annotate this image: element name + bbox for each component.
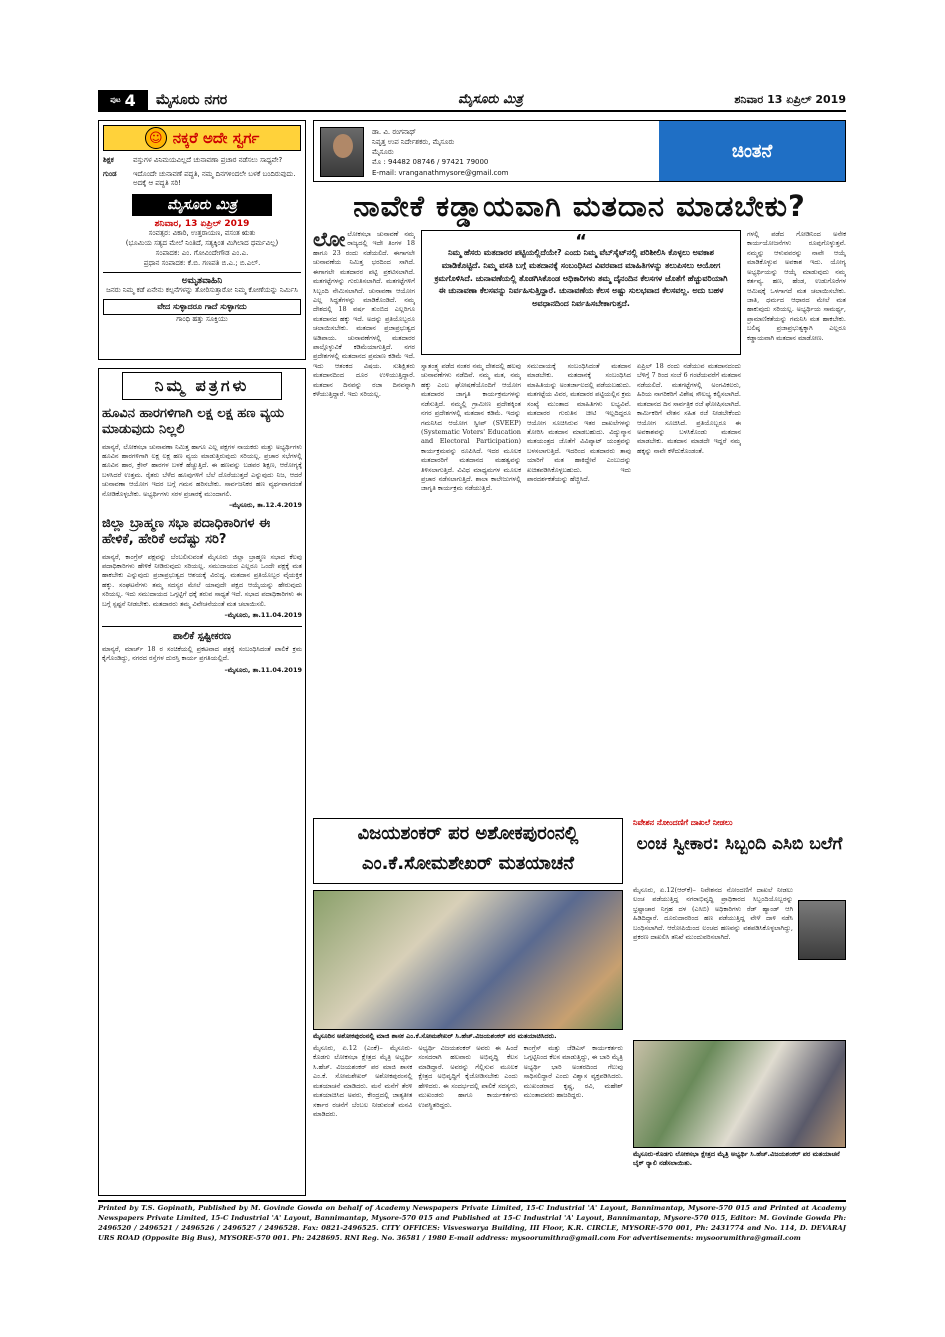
nakkare-box (98, 120, 306, 360)
proverb-sub: ಗಾಂಧಿ ಹತ್ತು ಸೂಕ್ತಿಯು (176, 315, 228, 324)
laughing-face-icon: ☺ (145, 127, 167, 149)
story2-body (313, 1044, 623, 1198)
page-number: 4 (124, 90, 136, 110)
letter-headline: ಪಾಲಿಕೆ ಸ್ಪಷ್ಟೀಕರಣ (102, 626, 302, 642)
main-article (313, 230, 846, 810)
main-headline: ನಾವೇಕೆ ಕಡ್ಡಾಯವಾಗಿ ಮತದಾನ ಮಾಡಬೇಕು? (353, 188, 806, 223)
imprint-footer: Printed by T.S. Gopinath, Published by M. Govinde Gowda on behalf of Academy Newspapers Private Limited, 15-C Industrial 'A' Layout, Bannimantap, Mysore-570 015 and Printed at Academy Newspapers Private Limited, 15-C Industrial 'A' Layout, Bannimantap, Mysore-570 015 and Published at 15-C Industrial 'A' Layout, Bannimantap, Mysore-570 015, Editor: M. Govinde Gowda Ph: 2496520 / 2496521 / 2496526 / 2496527 / 2496528. Fax: 0821-2496525. CITY OFFICES: Visveswarya Building, III Floor, K.R. CIRCLE, MYSORE-570 001, Ph: 2431774 and No. 114, D. DEVARAJ URS ROAD (Opposite Big Bus), MYSORE-570 001. Ph: 2428695. RNI Reg. No. 36581 / 1980 E-mail address: mysoorumithra@gmail.com For advertisements: mysoorumithra@gmail.com (98, 1200, 846, 1248)
letters-section (98, 368, 306, 1196)
letter-signature: –ಮೈಸೂರು, ತಾ.11.04.2019 (224, 665, 302, 674)
letter-body: ಮಾನ್ಯರೆ, ಮಾರ್ಚ್ 18 ರ ಸಂಚಿಕೆಯಲ್ಲಿ ಪ್ರಕಟವಾದ ಪತ್ರಕ್ಕೆ ಸಂಬಂಧಿಸಿದಂತೆ ಪಾಲಿಕೆ ಕ್ರಮ ಕೈಗೊಂಡಿದ್ದು, ನಗರದ ರಸ್ತೆಗಳ ದುರಸ್ತಿ ಕಾರ್ಯ ಪ್ರಗತಿಯಲ್ಲಿದೆ. (102, 645, 302, 663)
author-info (372, 127, 508, 178)
quote-mark-icon: “ (575, 231, 587, 252)
dropcap: ಲೋ (313, 230, 346, 251)
story2-column: ಕಾಂಗ್ರೆಸ್ ಮತ್ತು ಜೆಡಿಎಸ್ ಕಾರ್ಯಕರ್ತರು ಒಗ್ಗಟ್ಟಿನಿಂದ ಕೆಲಸ ಮಾಡುತ್ತಿದ್ದು, ಈ ಬಾರಿ ಮೈತ್ರಿ ಅಭ್ಯರ್ಥಿ ಭಾರಿ ಅಂತರದಿಂದ ಗೆಲುವು ಸಾಧಿಸಲಿದ್ದಾರೆ ಎಂದು ವಿಶ್ವಾಸ ವ್ಯಕ್ತಪಡಿಸಿದರು. ಮುಖಂಡರಾದ ಕೃಷ್ಣ, ರವಿ, ಮಹೇಶ್ ಮುಂತಾದವರು ಹಾಜರಿದ್ದರು. (523, 1044, 623, 1100)
page-number-badge (98, 90, 148, 110)
rally-photo (633, 1040, 846, 1148)
letter-headline: ಜಿಲ್ಲಾ ಬ್ರಾಹ್ಮಣ ಸಭಾ ಪದಾಧಿಕಾರಿಗಳ ಈ ಹೇಳಿಕೆ, ಹೇರಿಕೆ ಅದೆಷ್ಟು ಸರಿ? (102, 516, 271, 548)
masthead-line: ಸಂವತ್ಸರ: ವಿಕಾರಿ, ಉತ್ತರಾಯಣ, ವಸಂತ ಋತು (148, 229, 256, 238)
masthead-box: ಮೈಸೂರು ಮಿತ್ರ (132, 194, 272, 216)
joke-line (103, 170, 301, 188)
nakkare-title-text: ನಕ್ಕರೆ ಅದೇ ಸ್ವರ್ಗ (172, 129, 260, 147)
chief-editor-line: ಪ್ರಧಾನ ಸಂಪಾದಕ: ಕೆ.ಬಿ. ಗಣಪತಿ ಬಿ.ಎ.; ಬಿ.ಎಲ್. (143, 258, 261, 267)
amrita-title: ಅಮೃತವಾಹಿನಿ (103, 272, 301, 286)
story2-column: ಮೈಸೂರು, ಏ.12 (ಎಂಕೆ)– ಮೈಸೂರು-ಕೊಡಗು ಲೋಕಸಭಾ ಕ್ಷೇತ್ರದ ಮೈತ್ರಿ ಅಭ್ಯರ್ಥಿ ಸಿ.ಹೆಚ್. ವಿಜಯಶಂಕರ್ ಪರ ಮಾಜಿ ಶಾಸಕ ಎಂ.ಕೆ. ಸೋಮಶೇಖರ್ ಅಶೋಕಪುರಂನಲ್ಲಿ ಮತಯಾಚನೆ ಮಾಡಿದರು. ಮನೆ ಮನೆಗೆ ತೆರಳಿ ಮತಯಾಚಿಸಿದ ಅವರು, ಕೇಂದ್ರದಲ್ಲಿ ಜಾತ್ಯತೀತ ಸರ್ಕಾರ ರಚನೆಗೆ ಬೆಂಬಲ ನೀಡುವಂತೆ ಮನವಿ ಮಾಡಿದರು. (313, 1044, 413, 1118)
letter-body: ಮಾನ್ಯರೆ, ಕಾಂಗ್ರೆಸ್ ಪಕ್ಷವನ್ನು ಬೆಂಬಲಿಸುವಂತೆ ಮೈಸೂರು ಜಿಲ್ಲಾ ಬ್ರಾಹ್ಮಣ ಸಭಾದ ಕೆಲವು ಪದಾಧಿಕಾರಿಗಳು ಹೇಳಿಕೆ ನೀಡಿರುವುದು ಸರಿಯಲ್ಲ. ಸಮುದಾಯದ ಎಲ್ಲರೂ ಒಂದೇ ಪಕ್ಷಕ್ಕೆ ಮತ ಹಾಕಬೇಕು ಎನ್ನುವುದು ಪ್ರಜಾಪ್ರಭುತ್ವದ ಆಶಯಕ್ಕೆ ವಿರುದ್ಧ. ಮತದಾನ ಪ್ರತಿಯೊಬ್ಬರ ವೈಯಕ್ತಿಕ ಹಕ್ಕು. ಸಂಘಟನೆಗಳು ತಮ್ಮ ಸದಸ್ಯರ ಮೇಲೆ ಯಾವುದೇ ಪಕ್ಷದ ಆಯ್ಕೆಯನ್ನು ಹೇರುವುದು ಸರಿಯಲ್ಲ. ಇದು ಸಮುದಾಯದ ಒಗ್ಗಟ್ಟಿಗೆ ಧಕ್ಕೆ ತರುವ ಸಾಧ್ಯತೆ ಇದೆ. ಸಭಾದ ಪದಾಧಿಕಾರಿಗಳು ಈ ಬಗ್ಗೆ ಸ್ಪಷ್ಟನೆ ನೀಡಬೇಕು. ಮತದಾರರು ತಮ್ಮ ವಿವೇಚನೆಯಂತೆ ಮತ ಚಲಾಯಿಸಲಿ. (102, 552, 302, 608)
letter-headline: ಹೂವಿನ ಹಾರಗಳಿಗಾಗಿ ಲಕ್ಷ ಲಕ್ಷ ಹಣ ವ್ಯಯ ಮಾಡುವುದು ನಿಲ್ಲಲಿ (102, 406, 285, 438)
author-designation: ನಿವೃತ್ತ ಉಪ ನಿರ್ದೇಶಕರು, ಮೈಸೂರು (372, 138, 455, 147)
page-label: ಪುಟ (110, 95, 121, 104)
joke-speaker: ಗುಂಡ (103, 170, 117, 179)
letter-signature: –ಮೈಸೂರು, ತಾ.11.04.2019 (224, 611, 302, 620)
column-label: ಚಿಂತನೆ (659, 121, 845, 181)
article-column: ಏಪ್ರಿಲ್ 18 ರಂದು ನಡೆಯುವ ಮತದಾನದಂದು ಬೆಳಿಗ್ಗೆ 7 ರಿಂದ ಸಂಜೆ 6 ಗಂಟೆಯವರೆಗೆ ಮತದಾನ ನಡೆಯಲಿದೆ. ಮತಗಟ್ಟೆಗಳಲ್ಲಿ ಅಂಗವಿಕಲರು, ಹಿರಿಯ ನಾಗರಿಕರಿಗೆ ವಿಶೇಷ ಸೌಲಭ್ಯ ಕಲ್ಪಿಸಲಾಗಿದೆ. ಮತದಾನದ ದಿನ ಸಾರ್ವತ್ರಿಕ ರಜೆ ಘೋಷಿಸಲಾಗಿದೆ. ಕಾರ್ಮಿಕರಿಗೆ ವೇತನ ಸಹಿತ ರಜೆ ನೀಡಬೇಕೆಂದು ಆಯೋಗ ಸೂಚಿಸಿದೆ. ಪ್ರತಿಯೊಬ್ಬರೂ ಈ ಅವಕಾಶವನ್ನು ಬಳಸಿಕೊಂಡು ಮತದಾನ ಮಾಡಬೇಕು. ಮತದಾನ ಮಾಡದೇ ಇದ್ದರೆ ನಮ್ಮ ಹಕ್ಕನ್ನು ನಾವೇ ಕಳೆದುಕೊಂಡಂತೆ. (637, 362, 741, 455)
campaign-photo (313, 890, 623, 1030)
pull-quote-text: ನಿಮ್ಮ ಹೆಸರು ಮತದಾರರ ಪಟ್ಟಿಯಲ್ಲಿದೆಯೇ? ಎಂದು ನಿಮ್ಮ ವೆಬ್‌ಸೈಟ್‌ನಲ್ಲಿ ಪರಿಶೀಲಿಸಿ ಕೊಳ್ಳಲು ಅವಕಾಶ ಮಾಡಿಕೊಟ್ಟಿದೆ. ನಿಮ್ಮ ವಸತಿ ಬಗ್ಗೆ ಮತದಾನಕ್ಕೆ ಸಂಬಂಧಿಸಿದ ವಿವರವಾದ ಮಾಹಿತಿಗಳನ್ನು ತಲುಪಿಸಲು ಆಯೋಗ ಕ್ರಮಗೊಳಿಸಿದೆ. ಚುನಾವಣೆಯಲ್ಲಿ ತೊಡಗಿಸಿಕೊಂಡ ಅಧಿಕಾರಿಗಳು ತಮ್ಮ ದೈನಂದಿನ ಕೆಲಸಗಳ ಜೊತೆಗೆ ಹೆಚ್ಚುವರಿಯಾಗಿ ಈ ಚುನಾವಣಾ ಕೆಲಸವನ್ನು ನಿರ್ವಹಿಸುತ್ತಿದ್ದಾರೆ. ಚುನಾವಣೆಯ ಕೆಲಸ ಅಷ್ಟು ಸುಲಭವಾದ ಕೆಲಸವಲ್ಲ. ಅದು ಬಹಳ ಅವಧಾನದಿಂದ ನಿರ್ವಹಿಸಬೇಕಾಗುತ್ತದೆ. (434, 248, 728, 309)
masthead-date: ಶನಿವಾರ, 13 ಏಪ್ರಿಲ್ 2019 (154, 219, 250, 230)
left-column (98, 120, 306, 1196)
masthead-line: (ಭೂಮಿಯ ಸತ್ಯದ ಮೇಲೆ ನಿಂತಿದೆ, ಸತ್ಯಕ್ಕಿಂತ ಮಿಗಿಲಾದ ಧರ್ಮವಿಲ್ಲ) (125, 239, 279, 248)
rally-photo-caption: ಮೈಸೂರು-ಕೊಡಗು ಲೋಕಸಭಾ ಕ್ಷೇತ್ರದ ಮೈತ್ರಿ ಅಭ್ಯರ್ಥಿ ಸಿ.ಹೆಚ್.ವಿಜಯಶಂಕರ್ ಪರ ಮತಯಾಚನೆ ಬೈಕ್ ರ‍್ಯಾಲಿ ನಡೆಸಲಾಯಿತು. (633, 1150, 840, 1167)
page-header (98, 90, 846, 112)
author-box (313, 120, 846, 182)
letter-signature: –ಮೈಸೂರು, ತಾ.12.4.2019 (228, 501, 302, 510)
author-phone: ಮೊ : 94482 08746 / 97421 79000 (372, 158, 489, 167)
newspaper-page (98, 90, 846, 1250)
joke-text: ವಸ್ತುಗಳ ವಿನಿಮಯವಿಲ್ಲದೆ ಚುನಾವಣಾ ಪ್ರಚಾರ ನಡೆಸಲು ಸಾಧ್ಯವೇ? (133, 156, 283, 164)
letters-section-title: ನಿಮ್ಮ ಪತ್ರಗಳು (122, 372, 282, 400)
story3-body: ಮೈಸೂರು, ಏ.12(ಆರ್‌ಕೆ)– ನಿವೇಶನದ ನೋಂದಣಿಗೆ ದಾಖಲೆ ನೀಡಲು ಲಂಚ ಪಡೆಯುತ್ತಿದ್ದ ನಗರಾಭಿವೃದ್ಧಿ ಪ್ರಾಧಿಕಾರದ ಸಿಬ್ಬಂದಿಯೊಬ್ಬರನ್ನು ಭ್ರಷ್ಟಾಚಾರ ನಿಗ್ರಹ ದಳ (ಎಸಿಬಿ) ಅಧಿಕಾರಿಗಳು ರೆಡ್ ಹ್ಯಾಂಡ್ ಆಗಿ ಹಿಡಿದಿದ್ದಾರೆ. ದೂರುದಾರರಿಂದ ಹಣ ಪಡೆಯುತ್ತಿದ್ದ ವೇಳೆ ದಾಳಿ ನಡೆಸಿ ಬಂಧಿಸಲಾಗಿದೆ. ಆರೋಪಿಯಿಂದ ಲಂಚದ ಹಣವನ್ನು ವಶಪಡಿಸಿಕೊಳ್ಳಲಾಗಿದ್ದು, ಪ್ರಕರಣ ದಾಖಲಿಸಿ ತನಿಖೆ ಮುಂದುವರಿಸಲಾಗಿದೆ. (633, 886, 793, 942)
masthead-logo: ಮೈಸೂರು ಮಿತ್ರ (458, 92, 523, 107)
amrita-text: ಜನರು ನಿಮ್ಮ ಕಡೆ ಏನೇನು ಕಲ್ಪನೆಗಳನ್ನು ತೋರಿಸುತ್ತಾರೋ ನಿಮ್ಮ ಕೋಣೆಯನ್ನು ನಿರ್ಮಿಸಿ (106, 286, 298, 295)
author-city: ಮೈಸೂರು (372, 148, 394, 157)
letter-body: ಮಾನ್ಯರೆ, ಲೋಕಸಭಾ ಚುನಾವಣಾ ನಿಮಿತ್ತ ಹಾಗೂ ಎಲ್ಲ ಪಕ್ಷಗಳ ನಾಯಕರು ಮತ್ತು ಅಭ್ಯರ್ಥಿಗಳು ಹೂವಿನ ಹಾರಗಳಿಗಾಗಿ ಲಕ್ಷ ಲಕ್ಷ ಹಣ ವ್ಯಯ ಮಾಡುತ್ತಿರುವುದು ಸರಿಯಲ್ಲ. ಪ್ರಚಾರ ಸಭೆಗಳಲ್ಲಿ ಹೂವಿನ ಹಾರ, ಕ್ರೇನ್ ಹಾರಗಳ ಬಳಕೆ ಹೆಚ್ಚುತ್ತಿದೆ. ಈ ಹಣವನ್ನು ಬಡವರ ಶಿಕ್ಷಣ, ಆರೋಗ್ಯಕ್ಕೆ ಬಳಸಿದರೆ ಉತ್ತಮ. ರೈತರು ಬೆಳೆದ ಹೂವುಗಳಿಗೆ ಬೆಲೆ ದೊರೆಯುತ್ತದೆ ಎನ್ನುವುದು ನಿಜ, ಆದರೆ ಚುನಾವಣಾ ಆಯೋಗ ಇದರ ಬಗ್ಗೆ ಗಮನ ಹರಿಸಬೇಕು. ಸಾರ್ವಜನಿಕರ ಹಣ ವ್ಯರ್ಥವಾಗದಂತೆ ನೋಡಿಕೊಳ್ಳಬೇಕು. ಅಭ್ಯರ್ಥಿಗಳು ಸರಳ ಪ್ರಚಾರಕ್ಕೆ ಮುಂದಾಗಲಿ. (102, 442, 302, 498)
pull-quote (421, 230, 741, 355)
author-photo (320, 127, 364, 177)
proverb-box: ವೇದ ಸುಳ್ಳಾದರೂ ಗಾದೆ ಸುಳ್ಳಾಗದು (103, 299, 301, 315)
author-name: ಡಾ. ವಿ. ರಂಗನಾಥ್ (372, 128, 417, 136)
photo-caption: ಮೈಸೂರಿನ ಅಶೋಕಪುರಂನಲ್ಲಿ ಮಾಜಿ ಶಾಸಕ ಎಂ.ಕೆ.ಸೋಮಶೇಖರ್ ಸಿ.ಹೆಚ್.ವಿಜಯಶಂಕರ್ ಪರ ಮತಯಾಚಿಸಿದರು. (313, 1032, 557, 1040)
joke-text: ಇದೊಂದೇ ಚುನಾವಣೆ ಪದ್ಧತಿ, ನಮ್ಮ ದಿನಗಳಿಂದಲೇ ಬಳಕೆ ಬಂದಿರುವುದು. ಅದಕ್ಕೆ ಆ ಪದ್ಧತಿ ಸರಿ! (133, 170, 296, 188)
article-column (313, 230, 415, 810)
story3-kicker: ನಿವೇಶನ ನೋಂದಣಿಗೆ ದಾಖಲೆ ನೀಡಲು (633, 818, 733, 827)
article-text: ಲೋಕಸಭಾ ಚುನಾವಣೆ ನಮ್ಮ ರಾಜ್ಯದಲ್ಲಿ ಇದೇ ತಿಂಗಳ 18 ಹಾಗೂ 23 ರಂದು ನಡೆಯಲಿದೆ. ಈಗಾಗಲೇ ಚುನಾವಣೆಯ ನಿಮಿತ್ತ ಭರದಿಂದ ಸಾಗಿದೆ. ಈಗಾಗಲೇ ಮತದಾರರ ಪಟ್ಟಿ ಪ್ರಕಟಿಸಲಾಗಿದೆ. ಮತಗಟ್ಟೆಗಳನ್ನು ಗುರುತಿಸಲಾಗಿದೆ. ಮತಗಟ್ಟೆಗಳಿಗೆ ಸಿಬ್ಬಂದಿ ನೇಮಿಸಲಾಗಿದೆ. ಚುನಾವಣಾ ಆಯೋಗ ಎಲ್ಲ ಸಿದ್ಧತೆಗಳನ್ನು ಮಾಡಿಕೊಂಡಿದೆ. ನಮ್ಮ ದೇಶದಲ್ಲಿ 18 ವರ್ಷ ತುಂಬಿದ ಎಲ್ಲರಿಗೂ ಮತದಾನದ ಹಕ್ಕು ಇದೆ. ಅದನ್ನು ಪ್ರತಿಯೊಬ್ಬರೂ ಚಲಾಯಿಸಬೇಕು. ಮತದಾನ ಪ್ರಜಾಪ್ರಭುತ್ವದ ಅಡಿಪಾಯ. ಚುನಾವಣೆಗಳಲ್ಲಿ ಮತದಾರರ ಪಾಲ್ಗೊಳ್ಳುವಿಕೆ ಕಡಿಮೆಯಾಗುತ್ತಿದೆ. ನಗರ ಪ್ರದೇಶಗಳಲ್ಲಿ ಮತದಾನದ ಪ್ರಮಾಣ ಕಡಿಮೆ ಇದೆ. ಇದು ಆತಂಕದ ವಿಷಯ. ಸುಶಿಕ್ಷಿತರು ಮತದಾನದಿಂದ ದೂರ ಉಳಿಯುತ್ತಿದ್ದಾರೆ. ಮತದಾನ ದಿನವನ್ನು ರಜಾ ದಿನವನ್ನಾಗಿ ಕಳೆಯುತ್ತಿದ್ದಾರೆ. ಇದು ಸರಿಯಲ್ಲ. (313, 230, 415, 399)
story2-column: ಅಭ್ಯರ್ಥಿ ವಿಜಯಶಂಕರ್ ಅವರು ಈ ಹಿಂದೆ ಸಂಸದರಾಗಿ ಹಲವಾರು ಅಭಿವೃದ್ಧಿ ಕೆಲಸ ಮಾಡಿದ್ದಾರೆ. ಅವರನ್ನು ಗೆಲ್ಲಿಸುವ ಮೂಲಕ ಕ್ಷೇತ್ರದ ಅಭಿವೃದ್ಧಿಗೆ ಕೈಜೋಡಿಸಬೇಕು ಎಂದು ಹೇಳಿದರು. ಈ ಸಂದರ್ಭದಲ್ಲಿ ಪಾಲಿಕೆ ಸದಸ್ಯರು, ಮುಖಂಡರು ಹಾಗೂ ಕಾರ್ಯಕರ್ತರು ಉಪಸ್ಥಿತರಿದ್ದರು. (418, 1044, 518, 1109)
editor-line: ಸಂಪಾದಕ: ಎಂ. ಗೋವಿಂದೇಗೌಡ ಎಂ.ಎ. (155, 248, 249, 257)
article-column: ಸಮುದಾಯಕ್ಕೆ ಸಂಬಂಧಿಸಿದಂತೆ ಮತದಾನ ಮಾಡಬೇಕು. ಮತದಾನಕ್ಕೆ ಸಂಬಂಧಿಸಿದ ಮಾಹಿತಿಯನ್ನು ಅಂತರ್ಜಾಲದಲ್ಲಿ ಪಡೆಯಬಹುದು. ಮತಗಟ್ಟೆಯ ವಿವರ, ಮತದಾರರ ಪಟ್ಟಿಯಲ್ಲಿನ ಕ್ರಮ ಸಂಖ್ಯೆ ಮುಂತಾದ ಮಾಹಿತಿಗಳು ಲಭ್ಯವಿವೆ. ಮತದಾರರ ಗುರುತಿನ ಚೀಟಿ ಇಲ್ಲದಿದ್ದರೂ ಆಯೋಗ ಸೂಚಿಸಿರುವ ಇತರ ದಾಖಲೆಗಳನ್ನು ತೋರಿಸಿ ಮತದಾನ ಮಾಡಬಹುದು. ವಿದ್ಯುನ್ಮಾನ ಮತಯಂತ್ರದ ಜೊತೆಗೆ ವಿವಿಪ್ಯಾಟ್ ಯಂತ್ರವನ್ನು ಬಳಸಲಾಗುತ್ತಿದೆ. ಇದರಿಂದ ಮತದಾರರು ತಾವು ಯಾರಿಗೆ ಮತ ಹಾಕಿದ್ದೇವೆ ಎಂಬುದನ್ನು ಖಚಿತಪಡಿಸಿಕೊಳ್ಳಬಹುದು. ಇದು ಪಾರದರ್ಶಕತೆಯನ್ನು ಹೆಚ್ಚಿಸಿದೆ. (527, 362, 631, 484)
author-email: E-mail: vranganathmysore@gmail.com (372, 168, 509, 177)
accused-photo (798, 900, 846, 960)
joke-line (103, 156, 301, 165)
section-title: ಮೈಸೂರು ನಗರ (156, 92, 228, 108)
story3-headline: ಲಂಚ ಸ್ವೀಕಾರ: ಸಿಬ್ಬಂದಿ ಎಸಿಬಿ ಬಲೆಗೆ (636, 834, 843, 854)
article-column: ಸ್ವಾತಂತ್ರ್ಯ ಪಡೆದ ನಂತರ ನಮ್ಮ ದೇಶದಲ್ಲಿ ಹಲವು ಚುನಾವಣೆಗಳು ನಡೆದಿವೆ. ನಮ್ಮ ಮತ, ನಮ್ಮ ಹಕ್ಕು ಎಂಬ ಘೋಷಣೆಯೊಂದಿಗೆ ಆಯೋಗ ಮತದಾರರ ಜಾಗೃತಿ ಕಾರ್ಯಕ್ರಮಗಳನ್ನು ನಡೆಸುತ್ತಿದೆ. ನಮ್ಮಲ್ಲಿ ಗ್ರಾಮೀಣ ಪ್ರದೇಶಕ್ಕಿಂತ ನಗರ ಪ್ರದೇಶಗಳಲ್ಲಿ ಮತದಾನ ಕಡಿಮೆ. ಇದನ್ನು ಗಮನಿಸಿದ ಆಯೋಗ ಸ್ವೀಪ್ (SVEEP) (Systematic Voters' Education and Electoral Participation) ಕಾರ್ಯಕ್ರಮವನ್ನು ರೂಪಿಸಿದೆ. ಇದರ ಮೂಲಕ ಮತದಾರರಿಗೆ ಮತದಾನದ ಮಹತ್ವವನ್ನು ತಿಳಿಸಲಾಗುತ್ತಿದೆ. ವಿವಿಧ ಮಾಧ್ಯಮಗಳ ಮೂಲಕ ಪ್ರಚಾರ ನಡೆಸಲಾಗುತ್ತಿದೆ. ಶಾಲಾ ಕಾಲೇಜುಗಳಲ್ಲಿ ಜಾಗೃತಿ ಕಾರ್ಯಕ್ರಮ ನಡೆಯುತ್ತಿದೆ. (421, 362, 521, 493)
nakkare-title (103, 125, 301, 151)
article-column: ಗಳಲ್ಲಿ ಪಡೆದ ಗೋಡಿನಿಂದ ಅನೇಕ ಕಾರ್ಯಯೋಜನೆಗಳು ರೂಪುಗೊಳ್ಳುತ್ತವೆ. ನಮ್ಮನ್ನು ಆಳುವವರನ್ನು ನಾವೇ ಆಯ್ಕೆ ಮಾಡಿಕೊಳ್ಳುವ ಅವಕಾಶ ಇದು. ಯೋಗ್ಯ ಅಭ್ಯರ್ಥಿಯನ್ನು ಆಯ್ಕೆ ಮಾಡುವುದು ನಮ್ಮ ಕರ್ತವ್ಯ. ಹಣ, ಹೆಂಡ, ಉಡುಗೊರೆಗಳ ಆಮಿಷಕ್ಕೆ ಒಳಗಾಗದೆ ಮತ ಚಲಾಯಿಸಬೇಕು. ಜಾತಿ, ಧರ್ಮದ ಆಧಾರದ ಮೇಲೆ ಮತ ಹಾಕುವುದು ಸರಿಯಲ್ಲ. ಅಭ್ಯರ್ಥಿಯ ಸಾಮರ್ಥ್ಯ, ಪ್ರಾಮಾಣಿಕತೆಯನ್ನು ಗಮನಿಸಿ ಮತ ಹಾಕಬೇಕು. ಬಲಿಷ್ಠ ಪ್ರಜಾಪ್ರಭುತ್ವಕ್ಕಾಗಿ ಎಲ್ಲರೂ ಕಡ್ಡಾಯವಾಗಿ ಮತದಾನ ಮಾಡೋಣ. (747, 230, 846, 342)
joke-speaker: ಶಿಕ್ಷಕ (103, 156, 114, 164)
header-date: ಶನಿವಾರ 13 ಏಪ್ರಿಲ್ 2019 (734, 93, 846, 106)
story2-headline: ವಿಜಯಶಂಕರ್ ಪರ ಅಶೋಕಪುರಂನಲ್ಲಿ ಎಂ.ಕೆ.ಸೋಮಶೇಖರ್ ಮತಯಾಚನೆ (313, 818, 623, 884)
